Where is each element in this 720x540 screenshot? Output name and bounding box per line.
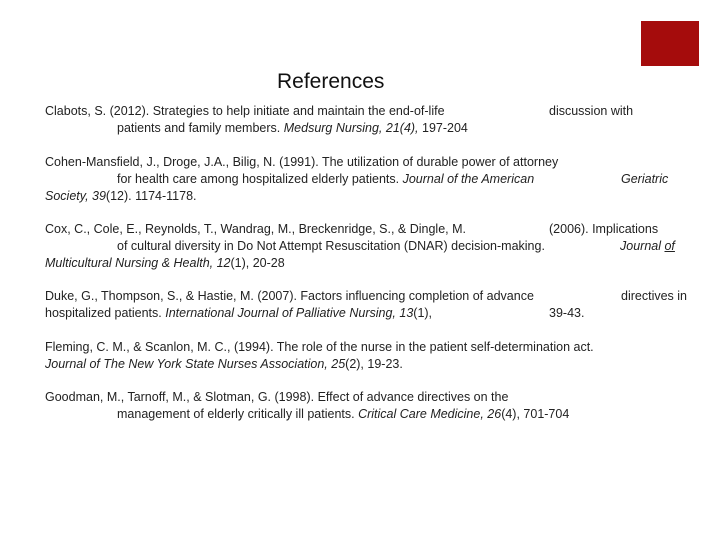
reference-duke xyxy=(45,288,705,322)
ref-text: (4), 701-704 xyxy=(501,407,570,421)
reference-clabots xyxy=(45,103,705,137)
reference-fleming xyxy=(45,339,705,373)
ref-journal: Geriatric xyxy=(621,172,669,186)
ref-text: Fleming, C. M., & Scanlon, M. C., (1994). The role of the nurse in the patient self-determination act. xyxy=(45,340,594,354)
ref-text: (2006). Implications xyxy=(549,222,659,236)
ref-journal: International Journal of Palliative Nursing, 13 xyxy=(165,306,414,320)
red-accent-square xyxy=(641,21,699,66)
ref-text: (2), 19-23. xyxy=(345,357,403,371)
ref-text: discussion with xyxy=(549,104,634,118)
ref-journal: Critical Care Medicine, 26 xyxy=(358,407,502,421)
ref-text: management of elderly critically ill patients. xyxy=(117,407,359,421)
ref-journal: Medsurg Nursing, 21(4), xyxy=(283,121,419,135)
ref-journal: Journal xyxy=(620,239,665,253)
ref-text: of cultural diversity in Do Not Attempt Resuscitation (DNAR) decision-making. xyxy=(117,239,545,253)
ref-text: (1), xyxy=(413,306,433,320)
ref-text: for health care among hospitalized elderly patients. xyxy=(117,172,403,186)
ref-journal: of xyxy=(664,239,675,253)
ref-journal: Journal of the American xyxy=(402,172,535,186)
ref-journal: Society, 39 xyxy=(45,189,106,203)
ref-text: 39-43. xyxy=(549,306,585,320)
ref-text: patients and family members. xyxy=(117,121,284,135)
ref-text: (12). 1174-1178. xyxy=(105,189,197,203)
ref-text: directives in xyxy=(621,289,687,303)
ref-text: Goodman, M., Tarnoff, M., & Slotman, G. (1998). Effect of advance directives on the xyxy=(45,390,509,404)
ref-text: Duke, G., Thompson, S., & Hastie, M. (2007). Factors influencing completion of advance xyxy=(45,289,534,303)
ref-text: hospitalized patients. xyxy=(45,306,166,320)
reference-cohen-mansfield xyxy=(45,154,705,205)
ref-text: 197-204 xyxy=(418,121,468,135)
ref-text: Clabots, S. (2012). Strategies to help initiate and maintain the end-of-life xyxy=(45,104,445,118)
ref-text: Cohen-Mansfield, J., Droge, J.A., Bilig, N. (1991). The utilization of durable power of attorney xyxy=(45,155,559,169)
reference-cox xyxy=(45,221,705,272)
ref-journal: Multicultural Nursing & Health, 12 xyxy=(45,256,231,270)
reference-goodman xyxy=(45,389,705,423)
ref-journal: Journal of The New York State Nurses Association, 25 xyxy=(45,357,346,371)
slide-title: References xyxy=(277,70,385,93)
ref-text: Cox, C., Cole, E., Reynolds, T., Wandrag, M., Breckenridge, S., & Dingle, M. xyxy=(45,222,466,236)
ref-text: (1), 20-28 xyxy=(230,256,285,270)
